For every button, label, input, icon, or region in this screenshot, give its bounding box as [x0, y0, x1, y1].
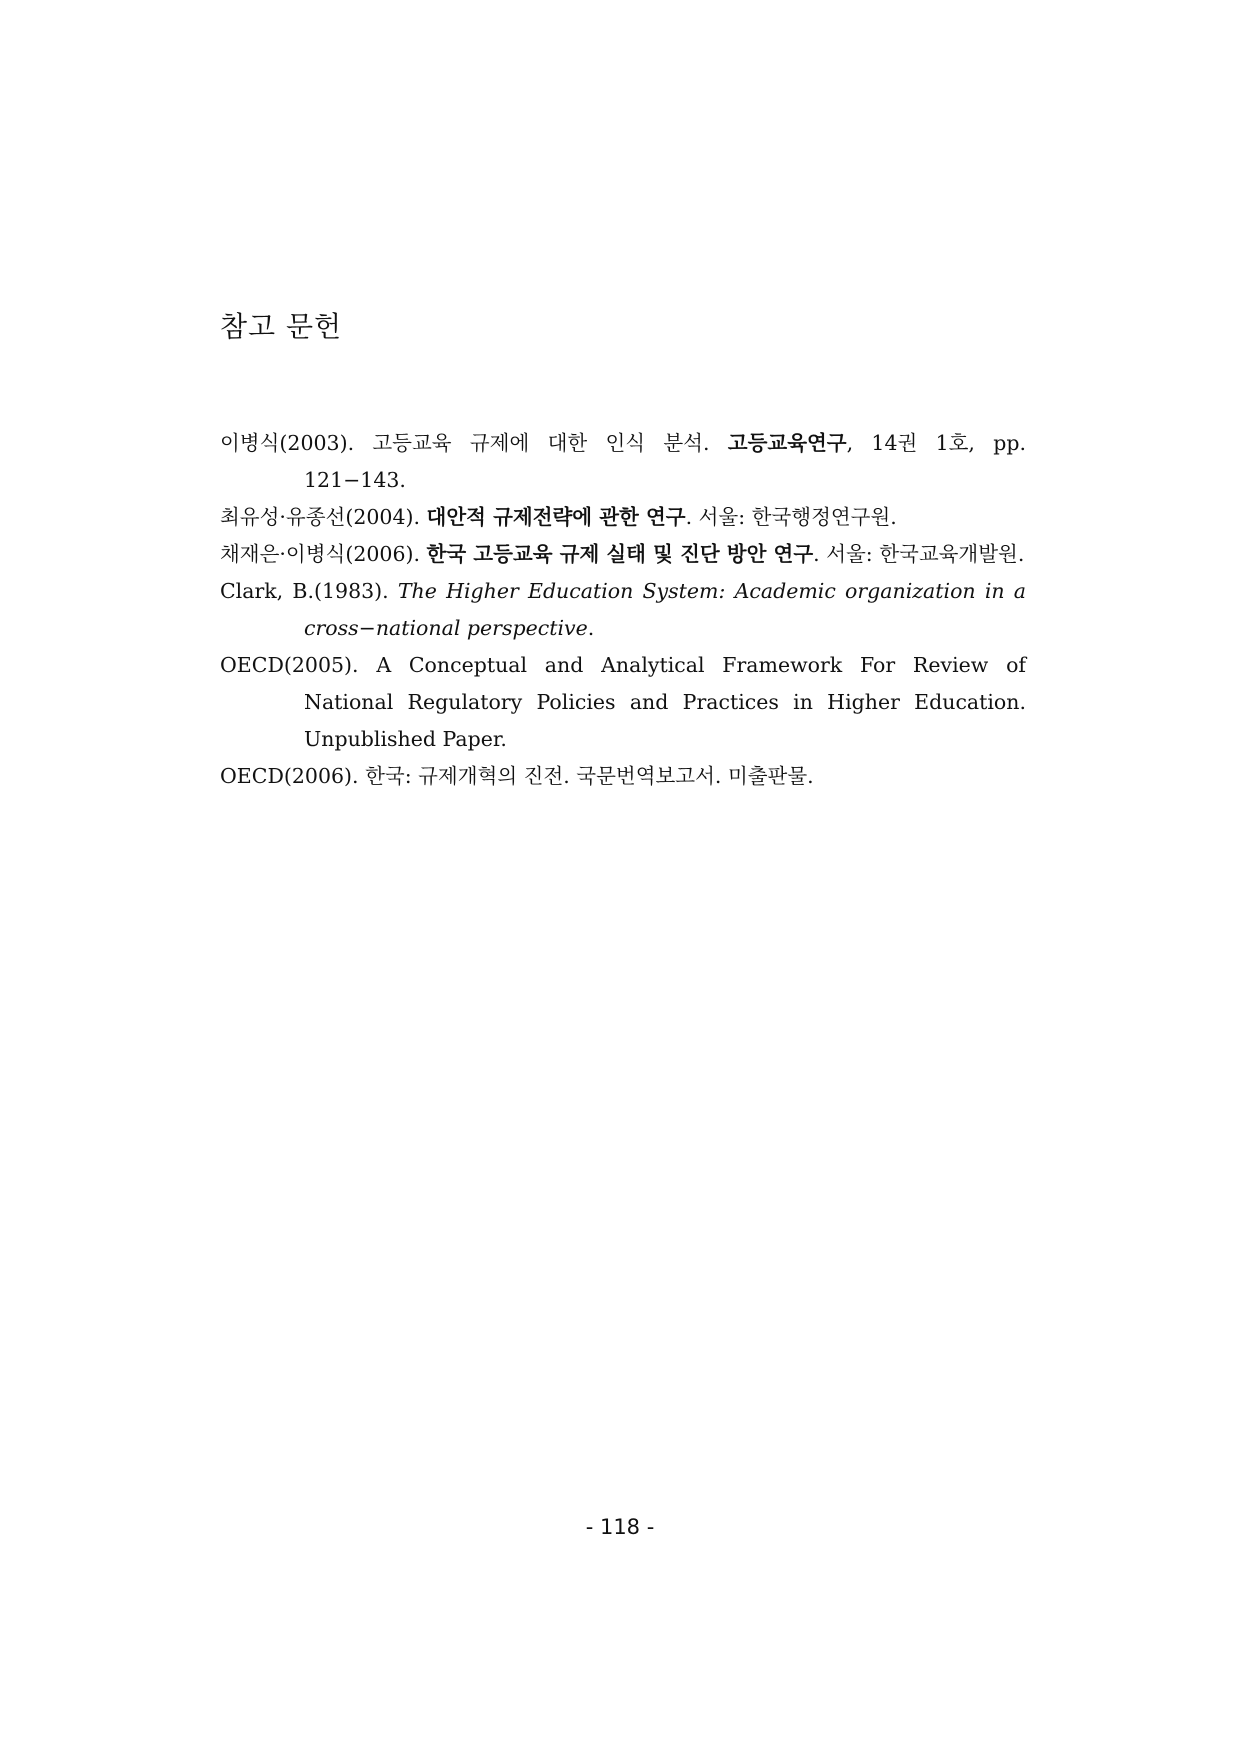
reference-text: . — [587, 616, 595, 640]
reference-text: 이병식(2003). 고등교육 규제에 대한 인식 분석. — [220, 431, 728, 455]
reference-text: . 서울: 한국교육개발원. — [813, 542, 1025, 566]
reference-text: 최유성·유종선(2004). — [220, 505, 427, 529]
reference-item — [220, 536, 1026, 573]
reference-text: . 서울: 한국행정연구원. — [685, 505, 897, 529]
reference-book-title: 대안적 규제전략에 관한 연구 — [426, 505, 686, 529]
reference-text: OECD(2005). A Conceptual and Analytical Framework For Review of National Regulatory Policies and Practices in Higher Education. Unpublished Paper. — [220, 653, 1026, 751]
reference-item — [220, 758, 1026, 795]
reference-item — [220, 425, 1026, 499]
page-number: - 118 - — [585, 1515, 655, 1539]
reference-text: , 14권 1호, pp. 121−143. — [304, 431, 1026, 492]
reference-item — [220, 573, 1026, 647]
reference-book-title: 한국 고등교육 규제 실태 및 진단 방안 연구 — [426, 542, 814, 566]
reference-text: Clark, B.(1983). — [220, 579, 398, 603]
reference-list — [220, 425, 1026, 795]
reference-item — [220, 647, 1026, 758]
references-heading: 참고 문헌 — [220, 310, 343, 343]
reference-book-title: The Higher Education System: Academic organization in a cross−national perspective — [304, 579, 1026, 640]
reference-text: OECD(2006). 한국: 규제개혁의 진전. 국문번역보고서. 미출판물. — [220, 764, 814, 788]
reference-journal-title: 고등교육연구 — [727, 431, 847, 455]
reference-item — [220, 499, 1026, 536]
reference-text: 채재은·이병식(2006). — [220, 542, 427, 566]
